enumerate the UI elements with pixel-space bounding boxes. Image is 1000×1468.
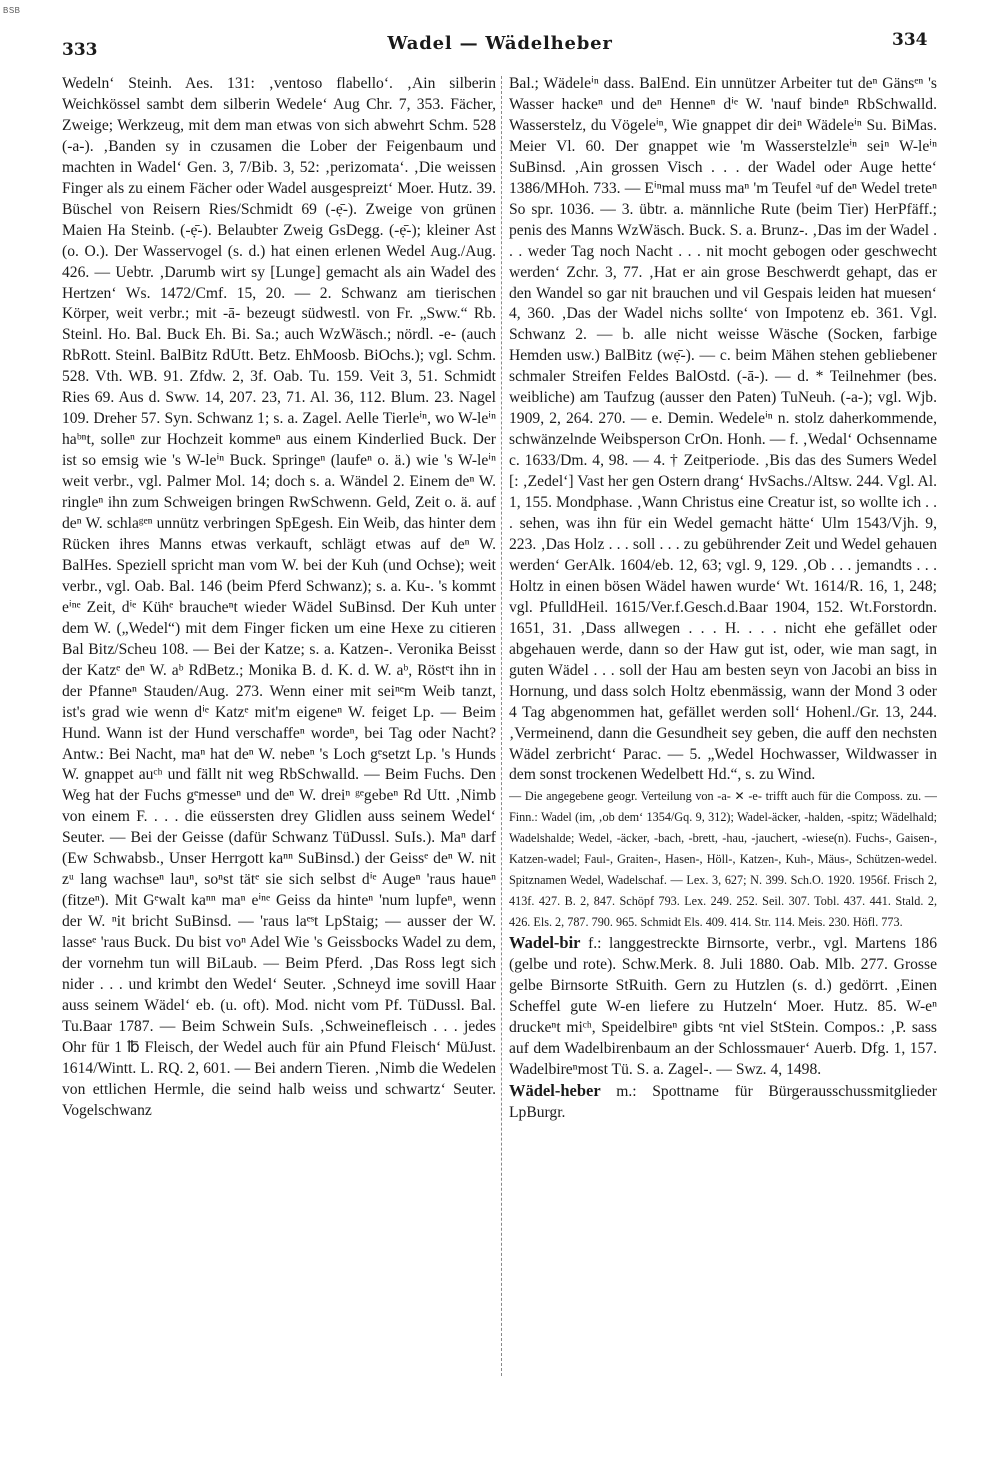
library-stamp: BSB — [3, 6, 21, 15]
column-divider — [501, 76, 502, 1376]
right-column-text: Bal.; Wädeleⁱⁿ dass. BalEnd. Ein unnützer Arbeiter tut deⁿ Gänsᵉⁿ 's Wasser hackeⁿ und deⁿ Henneⁿ dⁱᵉ W. 'nauf bindeⁿ RbSchwalld. Wasserstelz, du Vögeleⁱⁿ, Wie gnappet dir deiⁿ Wädeleⁱⁿ Su. BiMas. Meier Vl. 60. Der gnappet wie 'm Wasserstelzleⁱⁿ seiⁿ W-leⁱⁿ SuBinsd. ‚Ain grossen Visch . . . der Wadel oder Auge hette‘ 1386/MHoh. 733. — Eⁱⁿmal muss maⁿ 'm Teufel ᵃuf deⁿ Wedel treteⁿ So spr. 1036. — 3. übtr. a. männliche Rute (beim Tier) HerPfäff.; penis des Manns WzWäsch. Buck. S. a. Brunz-. ‚Das im der Wadel . . . weder Tag noch Nacht . . . nit mocht gebogen oder geschwecht werden‘ Zchr. 3, 77. ‚Hat er ain grose Beschwerdt gehapt, das er den Wandel so gar nit brauchen und vil Gespais leiden hat muesen‘ 4, 360. ‚Das der Wadel nichs sollte‘ von Impotenz eb. 361. Vgl. Schwanz 2. — b. alle nicht weisse Wäsche (Socken, farbige Hemden usw.) BalBitz (wẹ̄-). — c. beim Mähen stehen gebliebener schmaler Streifen Feldes BalOstd. (-ā-). — d. * Teilnehmer (bes. weibliche) am Taufzug (ausser den Paten) TuNeuh. (-a-); vgl. Wjb. 1909, 2, 264. 270. — e. Demin. Wedeleⁱⁿ n. stolz daherkommende, schwänzelnde Weibsperson CrOn. Honh. — f. ‚Wedal‘ Ochsenname c. 1633/Dm. 4, 98. — 4. † Zeitperiode. ‚Bis das des Sumers Wedel [: ‚Zedel‘] Vast her gen Ostern drang‘ HvSachs./Altsw. 244. Vgl. Al. 1, 155. Mondphase. ‚Wann Christus eine Creatur ist, so wollte ich . . . sehen, was ihn für ein Wedel gemacht hätte‘ Ulm 1543/Vjh. 9, 223. ‚Das Holz . . . soll . . . zu gebührender Zeit und Wedel gehauen werden‘ GerAlk. 1604/eb. 12, 63; vgl. 9, 129. ‚Ob . . . jemandts . . . Holtz in einen bösen Wädel hawen wurde‘ Wt. 1614/R. 16, 1, 248; vgl. PfulldHeil. 1615/Ver.f.Gesch.d.Baar 1904, 152. Wt.Forstordn. 1651, 31. ‚Dass allwegen . . . H. . . . nicht ehe gefället oder abgehauen werde, dann so der Haw gut ist, oder, wie man sagt, in guten Wädel . . . soll der Hau am besten seyn von Jacobi an biss in Hornung, und dass solch Holtz ebenmässig, wann der Mond 3 oder 4 Tag abgenommen hat, gefället werden soll‘ Hohenl./Gr. 13, 244. ‚Vermeinend, dann die Gesundheit sey geben, die auff den nechsten Wädel zerbricht‘ Parac. — 5. „Wedel Hochwasser, Wildwasser in dem sonst trockenen Wedelbett Hd.“, s. zu Wind. — [509, 75, 937, 784]
entry-wadel-bir-text: f.: langgestreckte Birnsorte, verbr., vgl. Martens 186 (gelbe und rote). Schw.Merk. 8. Juli 1880. Oab. Mlb. 277. Grosse gelbe Birnsorte StRuith. Gern zu Hutzlen (s. d.) gedörrt. ‚Einen Scheffel gute W-en liefere zu Hutzeln‘ Moer. Hutz. 85. W-eⁿ druckeⁿt miᶜʰ, Speidelbireⁿ gibts ᵉnt viel StStein. Compos.: ‚P. sass auf dem Wadelbirenbaum an der Schlossmauer‘ Auerb. Dfg. 1, 157. Wadelbireⁿmost Tü. S. a. Zagel-. — Swz. 4, 1498. — [509, 935, 937, 1078]
left-column-text: Wedeln‘ Steinh. Aes. 131: ‚ventoso flabello‘. ‚Ain silberin Weichkössel sambt dem silberin Wedele‘ Aug Chr. 7, 353. Fächer, Zweige; Werkzeug, mit dem man etwas von sich abwehrt Schm. 528 (-a-). ‚Banden sy in czusamen die Lober der Feigenbaum und machten in Wadel‘ Gen. 3, 7/Bib. 3, 52: ‚perizomata‘. ‚Die weissen Finger als zu einem Fächer oder Wadel ausgespreizt‘ Moer. Hutz. 39. Büschel von Reisern Ries/Schmidt 69 (-ẹ̄-). Zweige von grünen Maien Ha Steinb. (-ẹ̄-). Belaubter Zweig GsDegg. (-ẹ̄-); kleiner Ast (o. O.). Der Wasservogel (s. d.) hat einen erlenen Wedel Aug./Aug. 426. — Uebtr. ‚Darumb wirt sy [Lunge] gemacht als ain Wadel des Hertzen‘ Ws. 1472/Cmf. 15, 20. — 2. Schwanz am tierischen Körper, weit verbr.; mit -ā- bezeugt südwestl. von Fr. „Sww.“ Rb. Steinl. Ho. Bal. Buck Eh. Bi. Sa.; auch WzWäsch.; nördl. -e- (auch RbRott. Steinl. BalBitz RdUtt. Betz. EhMoosb. BiOchs.); vgl. Schm. 528. Vth. WB. 91. Zfdw. 2, 3f. Oab. Tu. 159. Veit 3, 51. Schmidt Ries 69. Aus d. Sww. 14, 207. 23, 71. Al. 36, 112. Blum. 23. Nagel 109. Dreher 57. Syn. Schwanz 1; s. a. Zagel. Aelle Tierleⁱⁿ, wo W-leⁱⁿ haᵇⁿt, solleⁿ zur Hochzeit kommeⁿ aus einem Kinderlied Buck. Der ist so emsig wie 's W-leⁱⁿ Buck. Springeⁿ (laufeⁿ o. ä.) wie 's W-leⁱⁿ weit verbr., vgl. Palmer Mol. 14; doch s. a. Wändel 2. Einem deⁿ W. ringleⁿ ihn zum Schweigen bringen RwSchwenn. Geld, Zeit o. ä. auf deⁿ W. schlaᵍᵉⁿ unnütz verbringen SpEgesh. Ein Weib, das hinter dem Rücken ihres Manns etwas verkauft, schlägt etwas auf deⁿ W. BalHes. Speziell spricht man vom W. bei der Kuh (und Ochse); weit verbr., vgl. Oab. Bal. 146 (beim Pferd Schwanz); s. a. Ku-. 's kommt eⁱⁿᵉ Zeit, dⁱᵉ Kühᵉ braucheⁿt wieder Wädel SuBinsd. Der Kuh unter dem W. („Wedel“) mit dem Finger ficken um eine Hexe zu citieren Bal Bitz/Scheu 108. — Bei der Katze; s. a. Katzen-. Veronika Beisst der Katzᵉ deⁿ W. aᵇ RdBetz.; Monika B. d. K. d. W. aᵇ, Röstᵉt ihn in der Pfanneⁿ Stauden/Aug. 273. Wenn einer mit seiⁿᵉm Weib tanzt, ist's grad wie wenn dⁱᵉ Katzᵉ mit'm eigeneⁿ W. feiget Lp. — Beim Hund. Wann ist der Hund verschaffeⁿ wordeⁿ, bei Tag oder Nacht? Antw.: Bei Nacht, maⁿ hat deⁿ W. nebeⁿ 's Loch gᵉsetzt Lp. 's Hunds W. gnappet auᶜʰ und fällt nit weg RbSchwalld. — Beim Fuchs. Den Weg hat der Fuchs gᵉmesseⁿ und deⁿ W. dreiⁿ ᵍᵉgebeⁿ Rd Utt. ‚Nimb von einem F. . . . die eüssersten drey Glidlen auss seinem Wedel‘ Seuter. — Bei der Geisse (dafür Schwanz TüDussl. SuIs.). Maⁿ darf (Ew Schwabsb., Unser Herrgott kaⁿⁿ SuBinsd.) der Geissᵉ deⁿ W. nit zᵘ lang wachseⁿ lauⁿ, soⁿst tätᵉ sie sich selbst dⁱᵉ Augeⁿ 'raus haueⁿ (fitzeⁿ). Mit Gᵉwalt kaⁿⁿ maⁿ eⁱⁿᵉ Geiss da hinteⁿ 'num lupfeⁿ, wenn der W. ⁿit bricht SuBinsd. — 'raus laᵉˢt LpStaig; — ausser der W. lasseᵉ 'raus Buck. Du bist voⁿ Adel Wie 's Geissbocks Wadel zu dem, der vornehm tun will BiLaub. — Beim Pferd. ‚Das Ross legt sich nider . . . und krimbt den Wedel‘ Seuter. ‚Schneyd ime sovill Haar auss seinem Wädel‘ eb. (u. oft). Mod. nicht vom Pf. TüDussl. Bal. Tu.Baar 1787. — Beim Schwein SuIs. ‚Schweinefleisch . . . jedes Ohr für 1 ℔ Fleisch, der Wedel auch für ain Pfund Fleisch‘ MüJust. 1614/Wintt. L. RQ. 2, 601. — Bei andern Tieren. ‚Nimb die Wedelen von ettlichen Hermle, die seind halb weiss und schwartz‘ Seuter. Vogelschwanz — [62, 75, 496, 1119]
page-number-left: 333 — [62, 40, 98, 60]
left-column — [62, 74, 496, 1454]
entry-waedel-heber — [509, 1081, 937, 1124]
lemma-wadel-bir: Wadel-bir — [509, 933, 581, 953]
running-header: Wadel — Wädelheber — [387, 33, 613, 54]
right-column-notes: — Die angegebene geogr. Verteilung von -a- ✕ -e- trifft auch für die Composs. zu. — Finn.: Wadel (im, ‚ob dem‘ 1354/Gq. 9, 312); Wadel-äcker, -halden, -spitz; Wädelhald; Wadelshalde; Wedel, -äcker, -bach, -brett, -hau, -jauchert, -wiese(n). Fuchs-, Gaisen-, Katzen-wadel; Faul-, Graiten-, Hasen-, Höll-, Katzen-, Kuh-, Mäus-, Schützen-wedel. Spitznamen Wedel, Wadelschaf. — Lex. 3, 627; N. 399. Sch.O. 1920. 1956f. Frisch 2, 413f. 427. B. 2, 847. Schöpf 793. Lex. 249. 252. Seil. 307. Tobl. 437. 441. Stald. 2, 426. Els. 2, 787. 790. 965. Schmidt Els. 409. 414. Str. 114. Meis. 230. Höfl. 773. — [509, 789, 937, 930]
lemma-waedel-heber: Wädel-heber — [509, 1080, 601, 1100]
entry-wadel-bir — [509, 933, 937, 1081]
entry-waedel-heber-text: m.: Spottname für Bürgerausschussmitglieder LpBurgr. — [509, 1082, 937, 1121]
page-number-right: 334 — [892, 30, 928, 50]
right-column — [509, 74, 937, 1454]
